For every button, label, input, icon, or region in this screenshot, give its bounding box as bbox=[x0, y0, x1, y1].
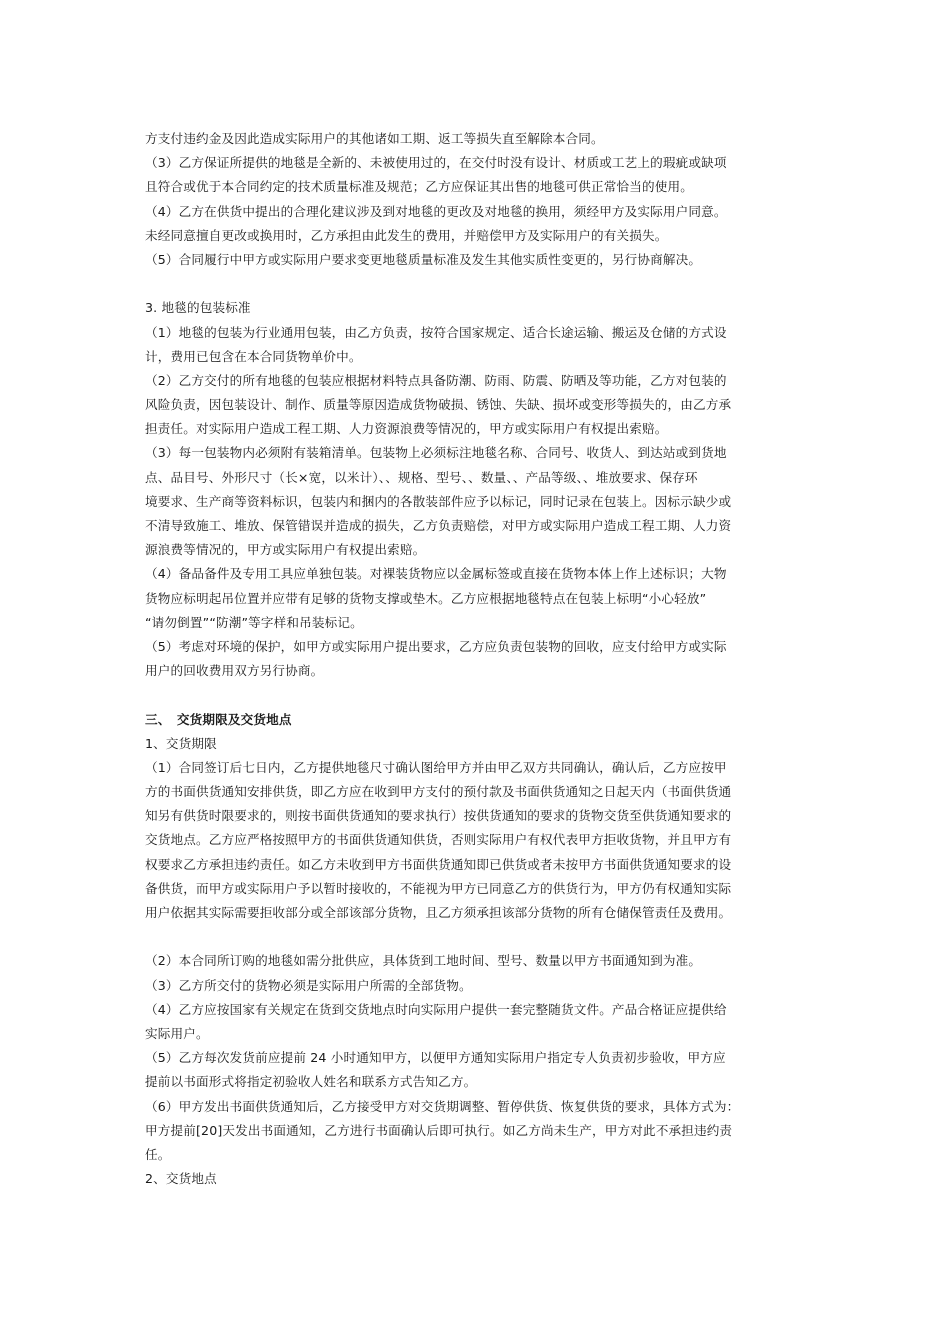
text-line: （2）本合同所订购的地毯如需分批供应，具体货到工地时间、型号、数量以甲方书面通知到为准。 bbox=[145, 953, 702, 969]
text-line: 用户的回收费用双方另行协商。 bbox=[145, 663, 324, 679]
text-line: （5）乙方每次发货前应提前 24 小时通知甲方，以便甲方通知实际用户指定专人负责初步验收，甲方应 bbox=[145, 1050, 726, 1066]
paragraph-gap bbox=[145, 683, 807, 707]
text-line: 源浪费等情况的，甲方或实际用户有权提出索赔。 bbox=[145, 542, 426, 558]
text-line: （4）备品备件及专用工具应单独包装。对裸装货物应以金属标签或直接在货物本体上作上述标识；大物 bbox=[145, 566, 727, 582]
text-line: 甲方提前[20]天发出书面通知，乙方进行书面确认后即可执行。如乙方尚未生产，甲方对此不承担违约责 bbox=[145, 1122, 733, 1138]
text-line: 风险负责，因包装设计、制作、质量等原因造成货物破损、锈蚀、失缺、损坏或变形等损失的，由乙方承 bbox=[145, 397, 732, 413]
text-line: （3）乙方保证所提供的地毯是全新的、未被使用过的，在交付时没有设计、材质或工艺上的瑕疵或缺项 bbox=[145, 155, 727, 171]
text-line: （1）合同签订后七日内，乙方提供地毯尺寸确认图给甲方并由甲乙双方共同确认，确认后，乙方应按甲 bbox=[145, 759, 727, 775]
text-line: “请勿倒置”“防潮”等字样和吊装标记。 bbox=[145, 614, 363, 630]
text-line: （2）乙方交付的所有地毯的包装应根据材料特点具备防潮、防雨、防震、防晒及等功能，乙方对包装的 bbox=[145, 372, 727, 388]
paragraph-gap bbox=[145, 272, 807, 296]
text-line: 不清导致施工、堆放、保管错误并造成的损失，乙方负责赔偿，对甲方或实际用户造成工程工期、人力资 bbox=[145, 518, 732, 533]
document-body bbox=[145, 127, 807, 1191]
section-heading: 3. 地毯的包装标准 bbox=[145, 300, 251, 316]
text-line: （5）考虑对环境的保护，如甲方或实际用户提出要求，乙方应负责包装物的回收，应支付给甲方或实际 bbox=[145, 638, 727, 654]
text-line: 备供货，而甲方或实际用户予以暂时接收的，不能视为甲方已同意乙方的供货行为，甲方仍有权通知实际 bbox=[145, 880, 732, 896]
text-line: 权要求乙方承担违约责任。如乙方未收到甲方书面供货通知即已供货或者未按甲方书面供货通知要求的设 bbox=[145, 856, 732, 872]
text-line: 方的书面供货通知安排供货，即乙方应在收到甲方支付的预付款及书面供货通知之日起天内（书面供货通 bbox=[145, 784, 732, 800]
text-line: （3）每一包装物内必须附有装箱清单。包装物上必须标注地毯名称、合同号、收货人、到达站或到货地 bbox=[145, 445, 727, 461]
subsection-heading: 1、交货期限 bbox=[145, 735, 217, 751]
text-line: 任。 bbox=[145, 1146, 171, 1162]
text-line: 境要求、生产商等资料标识，包装内和捆内的各散装部件应予以标记，同时记录在包装上。因标示缺少或 bbox=[145, 493, 732, 509]
chapter-heading: 三、 交货期限及交货地点 bbox=[145, 711, 292, 727]
text-line: 交货地点。乙方应严格按照甲方的书面供货通知供货，否则实际用户有权代表甲方拒收货物，并且甲方有 bbox=[145, 832, 732, 848]
text-line: 且符合或优于本合同约定的技术质量标准及规范；乙方应保证其出售的地毯可供正常恰当的使用。 bbox=[145, 179, 693, 195]
paragraph-gap bbox=[145, 925, 807, 949]
text-line: （4）乙方在供货中提出的合理化建议涉及到对地毯的更改及对地毯的换用，须经甲方及实际用户同意。 bbox=[145, 203, 727, 219]
text-line: 知另有供货时限要求的，则按书面供货通知的要求执行）按供货通知的要求的货物交货至供货通知要求的 bbox=[145, 808, 732, 824]
text-line: 货物应标明起吊位置并应带有足够的货物支撑或垫木。乙方应根据地毯特点在包装上标明“小心轻放” bbox=[145, 590, 707, 606]
text-line: （6）甲方发出书面供货通知后，乙方接受甲方对交货期调整、暂停供货、恢复供货的要求，具体方式为： bbox=[145, 1098, 740, 1114]
text-line: （3）乙方所交付的货物必须是实际用户所需的全部货物。 bbox=[145, 977, 472, 993]
text-line: 方支付违约金及因此造成实际用户的其他诸如工期、返工等损失直至解除本合同。 bbox=[145, 131, 604, 146]
text-line: 计，费用已包含在本合同货物单价中。 bbox=[145, 348, 362, 364]
text-line: 用户依据其实际需要拒收部分或全部该部分货物，且乙方须承担该部分货物的所有仓储保管责任及费用。 bbox=[145, 905, 732, 920]
text-line: （5）合同履行中甲方或实际用户要求变更地毯质量标准及发生其他实质性变更的，另行协商解决。 bbox=[145, 251, 702, 267]
text-line: 提前以书面形式将指定初验收人姓名和联系方式告知乙方。 bbox=[145, 1074, 477, 1090]
text-line: 实际用户。 bbox=[145, 1025, 209, 1041]
text-line: （1）地毯的包装为行业通用包装，由乙方负责，按符合国家规定、适合长途运输、搬运及仓储的方式设 bbox=[145, 324, 727, 340]
text-line: （4）乙方应按国家有关规定在货到交货地点时向实际用户提供一套完整随货文件。产品合格证应提供给 bbox=[145, 1001, 727, 1017]
text-line: 点、品目号、外形尺寸（长×宽，以米计）、、规格、型号、、数量、、产品等级、、堆放要求、保存环 bbox=[145, 469, 698, 485]
text-line: 未经同意擅自更改或换用时，乙方承担由此发生的费用，并赔偿甲方及实际用户的有关损失。 bbox=[145, 227, 668, 243]
text-line: 担责任。对实际用户造成工程工期、人力资源浪费等情况的，甲方或实际用户有权提出索赔。 bbox=[145, 421, 668, 437]
subsection-heading: 2、交货地点 bbox=[145, 1171, 217, 1187]
